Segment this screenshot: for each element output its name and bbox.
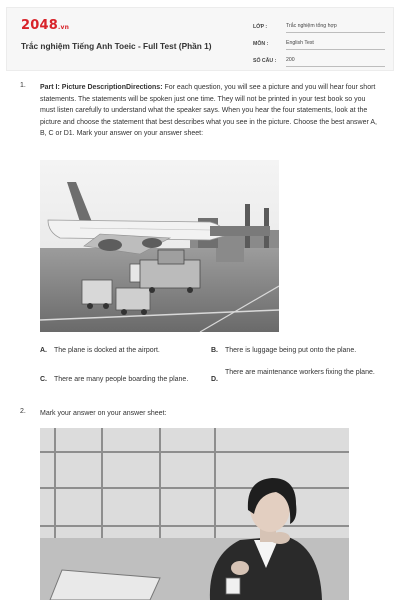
- answer-letter: B.: [211, 347, 218, 354]
- question-text: [40, 82, 378, 140]
- answer-text: There is luggage being put onto the plane.: [225, 347, 357, 354]
- answer-letter: D.: [211, 376, 218, 383]
- question-body: For each question, you will see a picture and you will hear four short statements. The statements will be spoken just one time. They will not be printed in your test book so you must listen carefully to understand what the speaker says. When you hear the four statements, look at the picture and choose the statement that best describes what you see in the picture. Choose the best answer A, B, C or D1. Mark your answer on your answer sheet:: [40, 84, 377, 138]
- answer-b[interactable]: [211, 346, 381, 356]
- answer-c[interactable]: [40, 375, 205, 385]
- meta-row-class: [253, 18, 385, 33]
- office-woman-photo-icon: [40, 428, 349, 600]
- answer-text: The plane is docked at the airport.: [54, 347, 160, 354]
- airport-photo: [40, 160, 279, 332]
- answer-letter: C.: [40, 376, 47, 383]
- answer-text: There are maintenance workers fixing the plane.: [225, 369, 375, 376]
- question-number: 2.: [20, 408, 26, 415]
- airport-photo-icon: [40, 160, 279, 332]
- question-heading: Part I: Picture DescriptionDirections:: [40, 84, 163, 91]
- meta-label: MÔN :: [253, 41, 269, 47]
- office-woman-photo: [40, 428, 349, 600]
- meta-value: Trắc nghiệm tổng hợp: [286, 23, 385, 33]
- meta-value: 200: [286, 57, 385, 67]
- meta-label: SỐ CÂU :: [253, 58, 277, 64]
- meta-value: English Test: [286, 40, 385, 50]
- answer-letter: A.: [40, 347, 47, 354]
- answer-d[interactable]: [211, 368, 381, 385]
- document-header: [6, 7, 394, 71]
- answer-text: There are many people boarding the plane.: [54, 376, 189, 383]
- site-logo[interactable]: [21, 18, 69, 33]
- document-meta: [253, 18, 385, 69]
- question-number: 1.: [20, 82, 26, 89]
- question-text: Mark your answer on your answer sheet:: [40, 410, 167, 417]
- logo-text: 2048: [21, 18, 58, 33]
- meta-row-subject: [253, 35, 385, 50]
- answer-a[interactable]: [40, 346, 205, 356]
- meta-row-question-count: [253, 52, 385, 67]
- document-title: Trắc nghiệm Tiếng Anh Toeic - Full Test (Phần 1): [21, 41, 212, 51]
- logo-domain: .vn: [57, 24, 70, 31]
- meta-label: LỚP :: [253, 24, 268, 30]
